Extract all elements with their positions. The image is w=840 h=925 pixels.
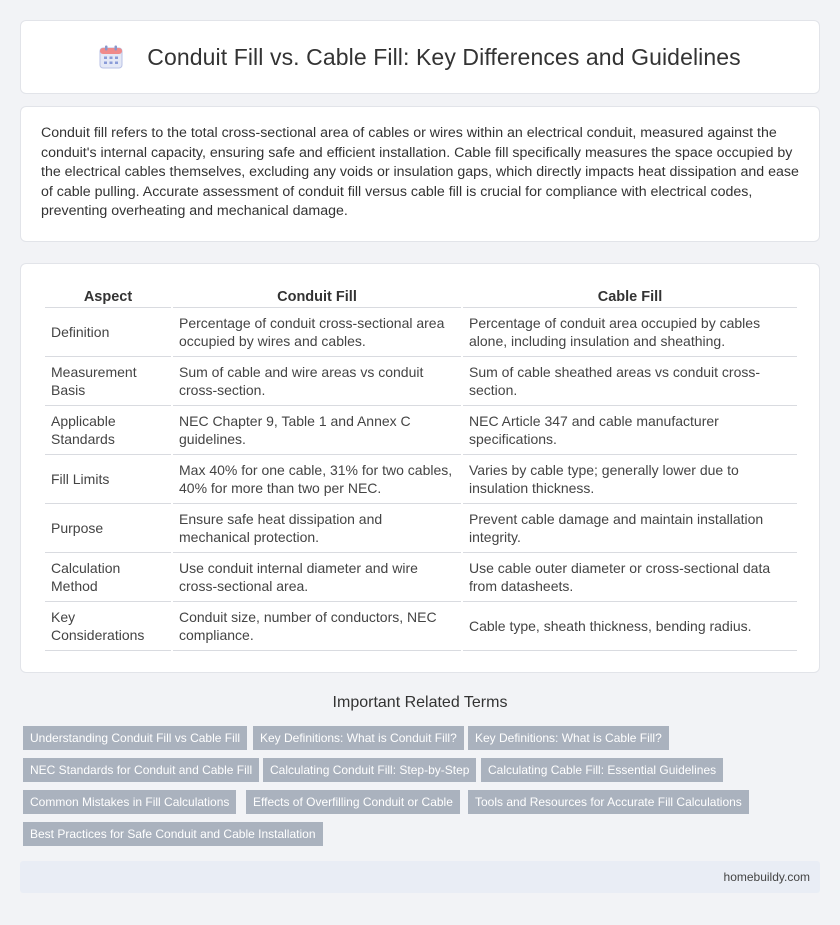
aspect-cell: Calculation Method [45,553,171,602]
related-term-tag[interactable]: Tools and Resources for Accurate Fill Calculations [468,790,749,814]
related-term-tag[interactable]: Effects of Overfilling Conduit or Cable [246,790,460,814]
table-header-row [45,284,797,308]
comparison-table [43,284,799,651]
table-row [45,455,797,504]
related-term-tag[interactable]: Common Mistakes in Fill Calculations [23,790,236,814]
column-header-cable-fill: Cable Fill [463,284,797,308]
related-term-tag[interactable]: Key Definitions: What is Conduit Fill? [253,726,464,750]
aspect-cell: Definition [45,308,171,357]
conduit-fill-cell: Percentage of conduit cross-sectional area occupied by wires and cables. [173,308,461,357]
table-row [45,553,797,602]
aspect-cell: Fill Limits [45,455,171,504]
cable-fill-cell: Cable type, sheath thickness, bending radius. [463,602,797,651]
aspect-cell: Applicable Standards [45,406,171,455]
footer-site-link[interactable]: homebuildy.com [723,870,810,884]
footer [20,861,820,893]
conduit-fill-cell: Conduit size, number of conductors, NEC compliance. [173,602,461,651]
conduit-fill-cell: Max 40% for one cable, 31% for two cables, 40% for more than two per NEC. [173,455,461,504]
title-card [20,20,820,94]
aspect-cell: Measurement Basis [45,357,171,406]
table-row [45,406,797,455]
related-term-tag[interactable]: Calculating Conduit Fill: Step-by-Step [263,758,476,782]
conduit-fill-cell: Ensure safe heat dissipation and mechanical protection. [173,504,461,553]
cable-fill-cell: Sum of cable sheathed areas vs conduit cross-section. [463,357,797,406]
related-terms-heading: Important Related Terms [332,694,508,711]
intro-card [20,106,820,242]
cable-fill-cell: Percentage of conduit area occupied by cables alone, including insulation and sheathing. [463,308,797,357]
column-header-aspect: Aspect [45,284,171,308]
table-row [45,602,797,651]
conduit-fill-cell: Use conduit internal diameter and wire cross-sectional area. [173,553,461,602]
table-row [45,357,797,406]
cable-fill-cell: Varies by cable type; generally lower due to insulation thickness. [463,455,797,504]
column-header-conduit-fill: Conduit Fill [173,284,461,308]
conduit-fill-cell: Sum of cable and wire areas vs conduit cross-section. [173,357,461,406]
related-term-tag[interactable]: NEC Standards for Conduit and Cable Fill [23,758,259,782]
aspect-cell: Purpose [45,504,171,553]
aspect-cell: Key Considerations [45,602,171,651]
page-title: Conduit Fill vs. Cable Fill: Key Differences and Guidelines [147,43,741,70]
table-row [45,504,797,553]
cable-fill-cell: Use cable outer diameter or cross-sectional data from datasheets. [463,553,797,602]
table-row [45,308,797,357]
comparison-table-card [20,263,820,673]
intro-text: Conduit fill refers to the total cross-sectional area of cables or wires within an electrical conduit, measured against the conduit's internal capacity, ensuring safe and efficient installation. Cable fill specifically measures the space occupied by the electrical cables themselves, excluding any voids or insulation gaps, which directly impacts heat dissipation and ease of cable pulling. Accurate assessment of conduit fill versus cable fill is crucial for compliance with electrical codes, preventing overheating and mechanical damage. [41,125,799,220]
cable-fill-cell: Prevent cable damage and maintain installation integrity. [463,504,797,553]
calendar-icon [99,45,123,69]
related-term-tag[interactable]: Understanding Conduit Fill vs Cable Fill [23,726,247,750]
conduit-fill-cell: NEC Chapter 9, Table 1 and Annex C guidelines. [173,406,461,455]
related-term-tag[interactable]: Best Practices for Safe Conduit and Cable Installation [23,822,323,846]
cable-fill-cell: NEC Article 347 and cable manufacturer specifications. [463,406,797,455]
related-term-tag[interactable]: Calculating Cable Fill: Essential Guidelines [481,758,723,782]
related-term-tag[interactable]: Key Definitions: What is Cable Fill? [468,726,669,750]
